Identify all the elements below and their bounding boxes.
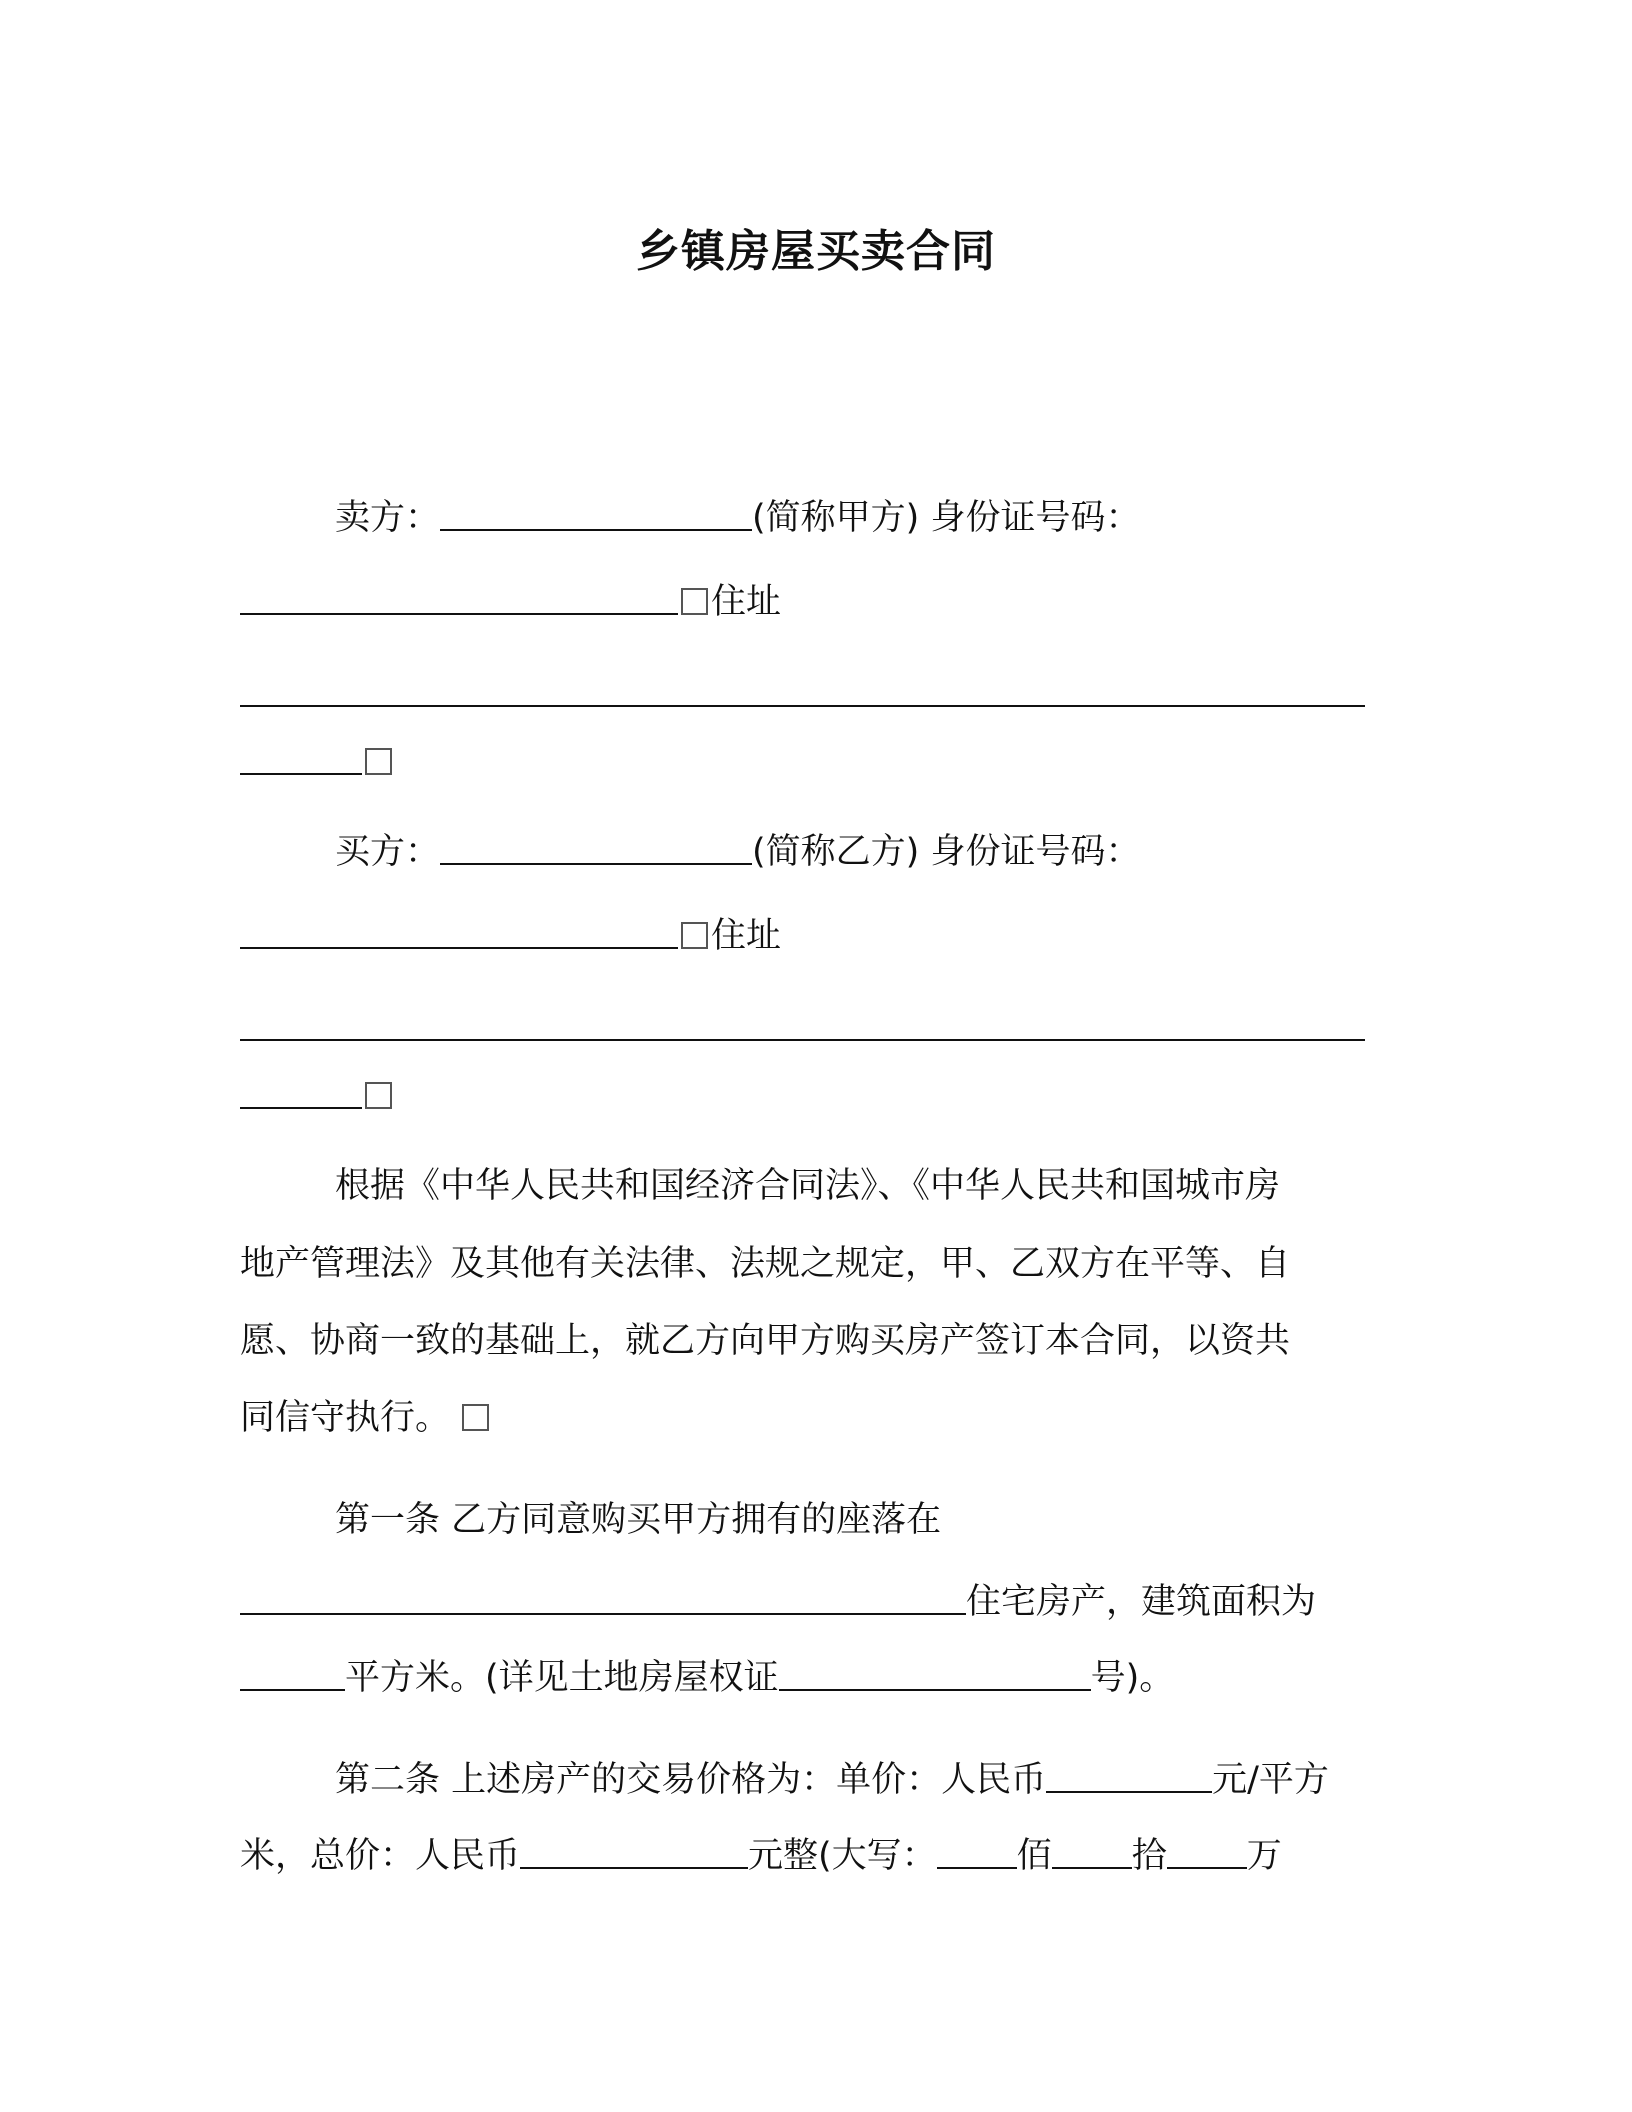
article2-line-1	[240, 1756, 1485, 1804]
ten-thousands-blank	[1167, 1866, 1247, 1869]
seller-id-line	[240, 578, 1390, 626]
tens-blank	[1052, 1866, 1132, 1869]
seller-address-line-end	[240, 738, 1390, 786]
buyer-address-label: 住址	[711, 916, 782, 956]
seller-line	[240, 494, 1485, 542]
preamble-line-4: 同信守执行。	[240, 1398, 451, 1438]
article1-line-2-text: 住宅房产，建筑面积为	[966, 1582, 1317, 1622]
buyer-id-line	[240, 912, 1390, 960]
article2-line-2e: 万	[1246, 1836, 1282, 1876]
article1-line-3b: 号)。	[1090, 1658, 1175, 1698]
checkbox-icon	[681, 588, 708, 615]
buyer-label: 买方：	[335, 832, 441, 872]
buyer-id-blank	[240, 946, 678, 949]
hundreds-blank	[937, 1866, 1017, 1869]
buyer-address-blank	[240, 1038, 1365, 1041]
seller-address-blank	[240, 704, 1365, 707]
seller-address-line	[240, 670, 1390, 718]
seller-address-label: 住址	[711, 582, 782, 622]
article1-line-1: 第一条 乙方同意购买甲方拥有的座落在	[335, 1500, 942, 1540]
preamble-line-1: 根据《中华人民共和国经济合同法》、《中华人民共和国城市房	[335, 1166, 1281, 1206]
area-blank	[240, 1688, 345, 1691]
seller-label: 卖方：	[335, 498, 441, 538]
checkbox-icon	[365, 748, 392, 775]
checkbox-icon	[462, 1404, 489, 1431]
article1-line-2	[240, 1578, 1390, 1626]
preamble-line-3: 愿、协商一致的基础上，就乙方向甲方购买房产签订本合同，以资共	[240, 1321, 1291, 1361]
article2-line-1a: 第二条 上述房产的交易价格为：单价：人民币	[335, 1760, 1047, 1800]
seller-address-blank-end	[240, 772, 362, 775]
checkbox-icon	[681, 922, 708, 949]
article2-line-2c: 佰	[1016, 1836, 1052, 1876]
buyer-name-blank	[440, 862, 752, 865]
seller-abbr-text: (简称甲方) 身份证号码：	[752, 498, 1141, 538]
unit-price-blank	[1046, 1790, 1212, 1793]
article2-line-1b: 元/平方	[1212, 1760, 1329, 1800]
buyer-line	[240, 828, 1485, 876]
buyer-abbr-text: (简称乙方) 身份证号码：	[752, 832, 1141, 872]
checkbox-icon	[365, 1082, 392, 1109]
property-location-blank	[240, 1612, 966, 1615]
article2-line-2b: 元整(大写：	[748, 1836, 937, 1876]
seller-id-blank	[240, 612, 678, 615]
preamble-line-2: 地产管理法》及其他有关法律、法规之规定，甲、乙双方在平等、自	[240, 1244, 1291, 1284]
article2-line-2	[240, 1832, 1390, 1880]
buyer-address-line	[240, 1004, 1390, 1052]
certificate-number-blank	[779, 1688, 1091, 1691]
total-price-blank	[520, 1866, 748, 1869]
buyer-address-blank-end	[240, 1106, 362, 1109]
article2-line-2a: 米，总价：人民币	[240, 1836, 521, 1876]
seller-name-blank	[440, 528, 752, 531]
article1-line-3a: 平方米。(详见土地房屋权证	[345, 1658, 779, 1698]
document-title: 乡镇房屋买卖合同	[636, 226, 996, 277]
buyer-address-line-end	[240, 1072, 1390, 1120]
article1-line-3	[240, 1654, 1390, 1702]
preamble-line-4-wrap	[240, 1394, 1390, 1442]
article2-line-2d: 拾	[1131, 1836, 1167, 1876]
